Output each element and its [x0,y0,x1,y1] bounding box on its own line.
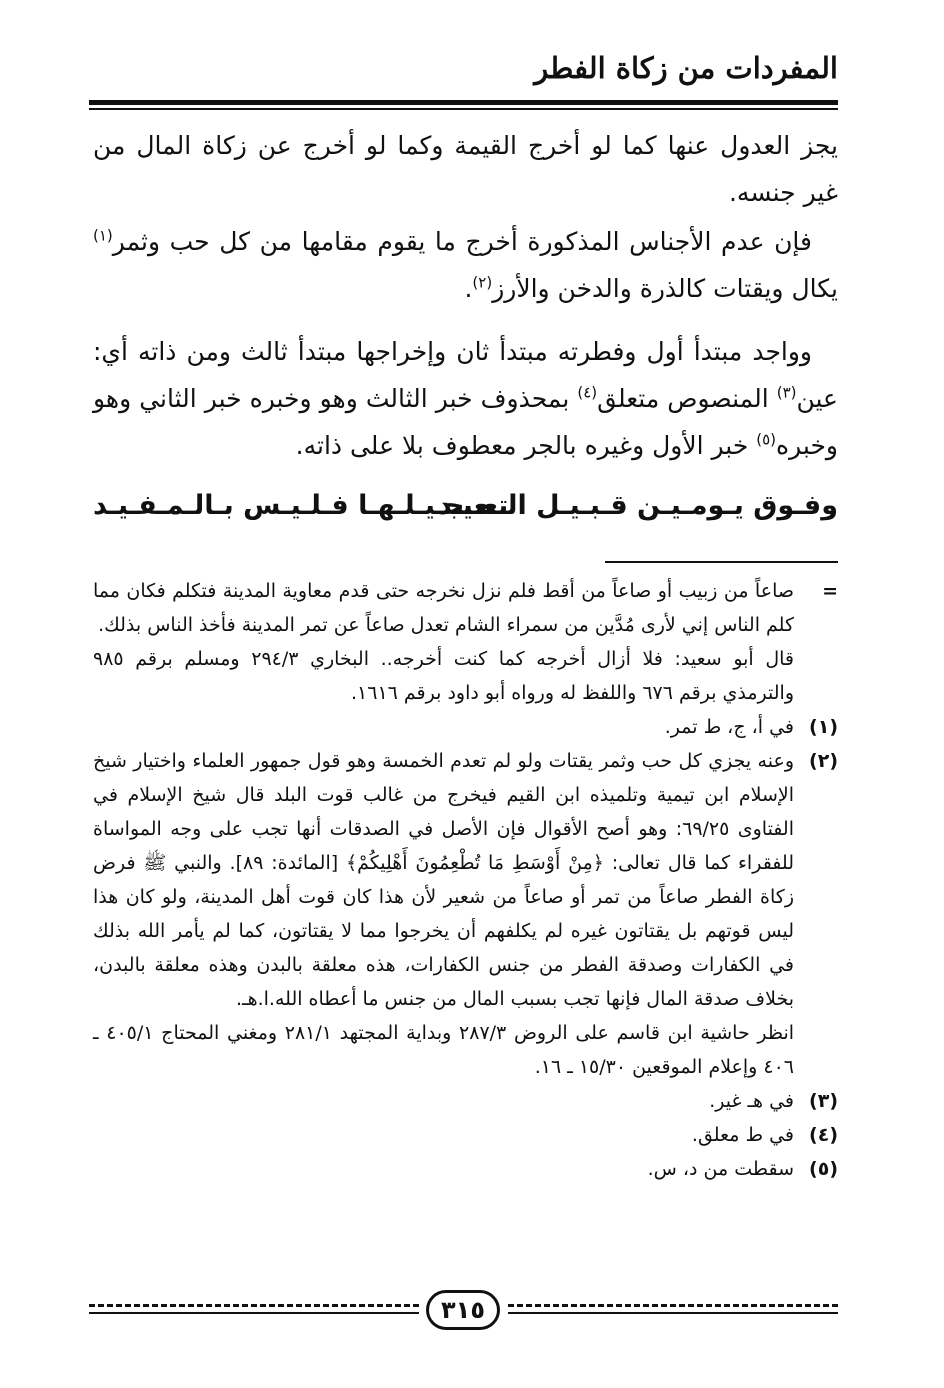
footer-rule-right [508,1312,838,1314]
footer-dashed-rule-right [508,1304,838,1307]
paragraph-3 [93,328,838,469]
poem-hemistich-1: وفـوق يـومـيـن قـبـيـل الـعـيـد [437,490,838,521]
footer-rule-left [89,1312,419,1314]
footer-dashed-rule-left [89,1304,419,1307]
paragraph-3-text-a: وواجد مبتدأ أول وفطرته مبتدأ ثان وإخراجها مبتدأ ثالث ومن ذاته أي: عين [93,337,838,413]
footnote-separator [605,561,838,563]
footnote-ref-1: (١) [93,226,113,245]
footnote-number: (٥) [809,1158,838,1180]
footnote-item [93,1016,838,1084]
paragraph-2-text-c: . [464,274,473,303]
footnote-number: (١) [809,716,838,738]
footnote-ref-5: (٥) [756,430,777,449]
footnote-item [93,710,838,744]
poem-hemistich-2: تـعـجـيـلـهـا فـلـيـس بـالـمـفـيـد [93,490,509,521]
header-rule-thin [89,108,838,110]
footnotes [93,574,838,1186]
paragraph-2-text-a: فإن عدم الأجناس المذكورة أخرج ما يقوم مقامها من كل حب وثمر [112,227,812,256]
footnote-text: صاعاً من زبيب أو صاعاً من أقط فلم نزل نخرجه حتى قدم معاوية المدينة فتكلم فكان مما كلم الناس إني لأرى مُدَّين من سمراء الشام تعدل صاعاً عن تمر المدينة فأخذ الناس بذلك. [93,580,794,636]
footnote-item [93,642,838,710]
footnote-text: في ط معلق. [691,1124,794,1146]
poem-verse [93,484,838,534]
footnote-number: (٣) [809,1090,838,1112]
footnote-text: في أ، ج، ط تمر. [664,716,794,738]
footnote-item [93,1152,838,1186]
page-footer [89,1290,838,1334]
footnote-ref-4: (٤) [577,383,598,402]
footnote-ref-3: (٣) [776,383,797,402]
footnote-text: انظر حاشية ابن قاسم على الروض ٢٨٧/٣ وبداية المجتهد ٢٨١/١ ومغني المحتاج ٤٠٥/١ ـ ٤٠٦ وإعلام الموقعين ١٥/٣٠ ـ ١٦. [93,1022,795,1078]
footnote-item [93,1118,838,1152]
paragraph-2-text-b: يكال ويقتات كالذرة والدخن والأرز [492,274,838,303]
footnote-text: في هـ غير. [709,1090,794,1112]
footnote-text: سقطت من د، س. [647,1158,794,1180]
footnote-number: (٤) [809,1124,838,1146]
paragraph-3-text-c: بمحذوف خبر الثالث وهو وخبره خبر الثاني وهو وخبره [93,384,838,460]
footnote-number: = [822,580,838,602]
paragraph-1: يجز العدول عنها كما لو أخرج القيمة وكما لو أخرج عن زكاة المال من غير جنسه. [93,131,838,207]
page-number: ٣١٥ [426,1290,500,1330]
paragraph-3-text-b: المنصوص متعلق [597,384,777,413]
footnote-text: وعنه يجزي كل حب وثمر يقتات ولو لم تعدم الخمسة وهو قول جمهور العلماء واختيار شيخ الإسلام ابن تيمية وتلميذه ابن القيم فيخرج من غالب قوت البلد قال شيخ الإسلام في الفتاوى ٦٩/٢٥: وهو أصح الأقوال فإن الأصل في الصدقات أنها تجب على وجه المواساة للفقراء كما قال تعالى: ﴿مِنْ أَوْسَطِ مَا تُطْعِمُونَ أَهْلِيكُمْ﴾ [المائدة: ٨٩]. والنبي ﷺ فرض زكاة الفطر صاعاً من تمر أو صاعاً من شعير لأن هذا كان قوت أهل المدينة، ولو كان هذا ليس قوتهم بل يقتاتون غيره لم يكلفهم أن يخرجوا مما لا يقتاتون، كما لم يأمر الله بذلك في الكفارات وصدقة الفطر من جنس الكفارات، هذه معلقة بالبدن وهذه معلقة بالبدن، بخلاف صدقة المال فإنها تجب بسبب المال من جنس ما أعطاه الله.ا.هـ. [93,750,794,1010]
footnote-number: (٢) [809,750,838,772]
footnote-continuation [93,574,838,642]
paragraph-2 [93,218,838,312]
running-header-title: المفردات من زكاة الفطر [534,51,838,85]
header-rule-thick [89,100,838,105]
footnote-item [93,744,838,1016]
footnote-text: قال أبو سعيد: فلا أزال أخرجه كما كنت أخرجه.. البخاري ٢٩٤/٣ ومسلم برقم ٩٨٥ والترمذي برقم ٦٧٦ واللفظ له ورواه أبو داود برقم ١٦١٦. [93,648,795,704]
footnote-ref-2: (٢) [472,273,493,292]
paragraph-3-text-d: خبر الأول وغيره بالجر معطوف بلا على ذاته. [295,431,757,460]
footnote-item [93,1084,838,1118]
